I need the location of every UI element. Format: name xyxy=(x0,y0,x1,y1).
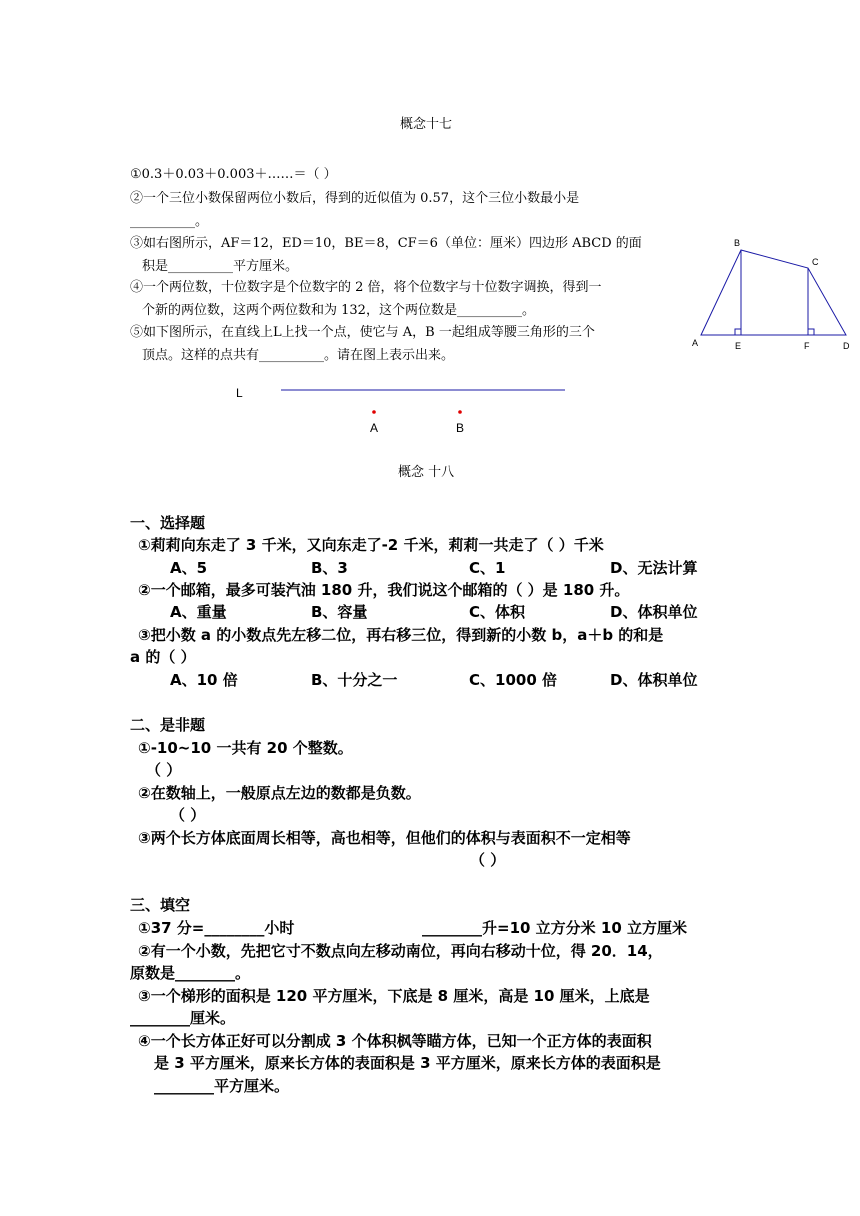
vertex-label-c: C xyxy=(812,257,819,267)
q17-4-line2: 个新的两位数，这两个两位数和为 132，这个两位数是__________。 xyxy=(142,303,535,318)
fill-4-line2: 是 3 平方厘米，原来长方体的表面积是 3 平方厘米，原来长方体的表面积是 xyxy=(154,1054,661,1072)
q17-4-line1: ④一个两位数，十位数字是个位数字的 2 倍，将个位数字与十位数字调换，得到一 xyxy=(130,280,602,295)
choice-3-opt-b: B、十分之一 xyxy=(311,671,398,689)
vertex-label-e: E xyxy=(735,341,742,351)
vertex-label-d: D xyxy=(843,341,850,351)
vertex-label-b: B xyxy=(734,238,741,248)
choice-2-opt-b: B、容量 xyxy=(311,603,368,621)
sec-choice-heading: 一、选择题 xyxy=(130,514,206,532)
q17-2-line2: __________。 xyxy=(130,214,209,229)
choice-3-opt-c: C、1000 倍 xyxy=(469,671,557,689)
q17-5-line1: ⑤如下图所示，在直线上L上找一个点，使它与 A，B 一起组成等腰三角形的三个 xyxy=(130,325,595,340)
section-17-title: 概念十七 xyxy=(400,117,453,132)
vertex-label-f: F xyxy=(804,341,810,351)
judge-1-paren: （ ） xyxy=(146,761,182,779)
judge-2: ②在数轴上，一般原点左边的数都是负数。 xyxy=(138,784,421,802)
q17-2-line1: ②一个三位小数保留两位小数后，得到的近似值为 0.57，这个三位小数最小是 xyxy=(130,191,580,206)
choice-2-opt-a: A、重量 xyxy=(170,603,227,621)
q17-1: ①0.3＋0.03＋0.003＋……＝（ ） xyxy=(130,167,337,182)
vertex-label-a: A xyxy=(692,338,699,348)
choice-1-opt-c: C、1 xyxy=(469,559,506,577)
choice-3-opt-d: D、体积单位 xyxy=(610,671,698,689)
fill-4-line3: ________平方厘米。 xyxy=(154,1077,290,1095)
choice-1-opt-a: A、5 xyxy=(170,559,208,577)
choice-3-line2: a 的（ ） xyxy=(130,648,196,666)
choice-1-opt-d: D、无法计算 xyxy=(610,559,698,577)
sec-judge-heading: 二、是非题 xyxy=(130,716,206,734)
fill-3-line1: ③一个梯形的面积是 120 平方厘米，下底是 8 厘米，高是 10 厘米，上底是 xyxy=(138,987,650,1005)
fill-2-line2: 原数是________。 xyxy=(130,964,251,982)
q17-3-line1: ③如右图所示，AF＝12，ED＝10，BE＝8，CF＝6（单位：厘米）四边形 ABCD 的面 xyxy=(130,236,642,251)
choice-1: ①莉莉向东走了 3 千米，又向东走了-2 千米，莉莉一共走了（ ）千米 xyxy=(138,536,604,554)
judge-3-paren: （ ） xyxy=(470,851,506,869)
fill-1-left: ①37 分=________小时 xyxy=(138,919,295,937)
point-label-b: B xyxy=(456,421,465,435)
choice-3-opt-a: A、10 倍 xyxy=(170,671,238,689)
judge-3: ③两个长方体底面周长相等，高也相等，但他们的体积与表面积不一定相等 xyxy=(138,829,631,847)
sec-fill-heading: 三、填空 xyxy=(130,896,191,914)
judge-1: ①-10~10 一共有 20 个整数。 xyxy=(138,739,353,757)
choice-2: ②一个邮箱，最多可装汽油 180 升，我们说这个邮箱的（ ）是 180 升。 xyxy=(138,581,630,599)
fill-1-right: ________升=10 立方分米 10 立方厘米 xyxy=(422,919,687,937)
fill-4-line1: ④一个长方体正好可以分割成 3 个体积枫等瞄方体，已知一个正方体的表面积 xyxy=(138,1032,652,1050)
choice-2-opt-d: D、体积单位 xyxy=(610,603,698,621)
fill-3-line2: ________厘米。 xyxy=(130,1009,236,1027)
q17-5-line2: 顶点。这样的点共有__________。请在图上表示出来。 xyxy=(142,348,455,363)
q17-3-line2: 积是__________平方厘米。 xyxy=(142,259,299,274)
choice-3-line1: ③把小数 a 的小数点先左移二位，再右移三位，得到新的小数 b，a＋b 的和是 xyxy=(138,626,664,644)
fill-2-line1: ②有一个小数，先把它寸不数点向左移动南位，再向右移动十位，得 20．14， xyxy=(138,942,663,960)
point-label-a: A xyxy=(370,421,379,435)
choice-1-opt-b: B、3 xyxy=(311,559,348,577)
choice-2-opt-c: C、体积 xyxy=(469,603,526,621)
line-label-l: L xyxy=(236,386,243,400)
judge-2-paren: （ ） xyxy=(170,806,206,824)
section-18-title: 概念 十八 xyxy=(398,465,455,480)
